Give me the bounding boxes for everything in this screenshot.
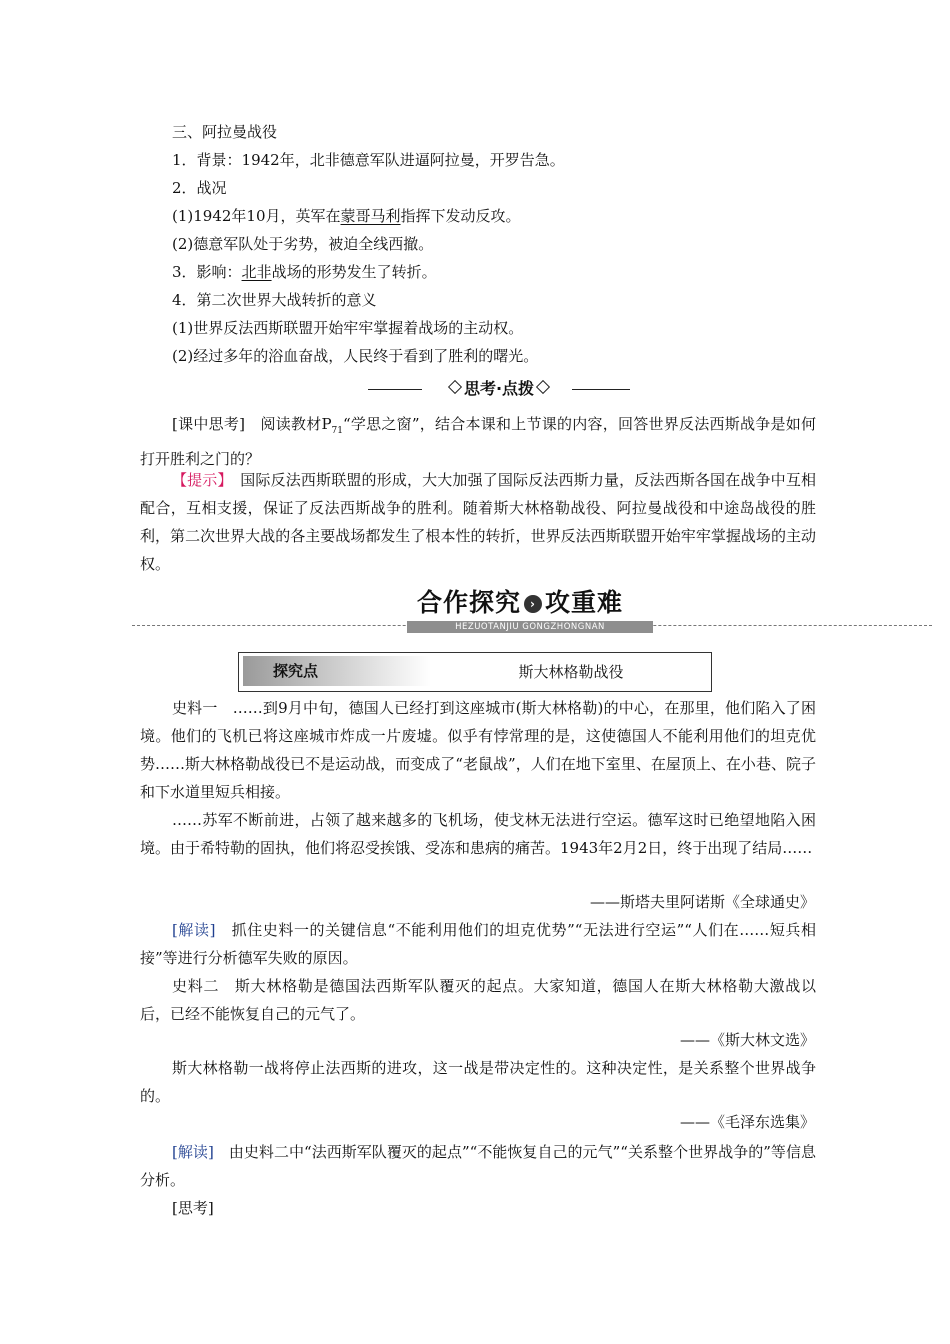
material-label: 史料一 xyxy=(172,699,218,717)
text-fragment: 战场的形势发生了转折。 xyxy=(271,263,437,281)
material-1-para-2: ……苏军不断前进，占领了越来越多的飞机场，使戈林无法进行空运。德军这时已绝望地陷入困境。由于希特勒的固执，他们将忍受挨饿、受冻和患病的痛苦。1943年2月2日，终于出现了结局…… xyxy=(140,811,816,857)
banner-title-right: 攻重难 xyxy=(545,588,624,617)
think-title-text: 思考·点拨 xyxy=(463,379,535,398)
diamond-icon xyxy=(448,380,462,394)
think-section-title xyxy=(368,375,630,403)
material-text: 斯大林格勒是德国法西斯军队覆灭的起点。大家知道，德国人在斯大林格勒大激战以后，已经不能恢复自己的元气了。 xyxy=(140,977,816,1023)
section-banner xyxy=(132,585,932,637)
text-fragment: 3．影响： xyxy=(172,263,242,281)
section-heading: 三、阿拉曼战役 xyxy=(172,123,278,141)
significance-item: 4．第二次世界大战转折的意义 xyxy=(172,291,377,309)
explore-topic: 斯大林格勒战役 xyxy=(518,663,624,681)
hint-label: 【提示】 xyxy=(172,471,226,489)
material-2-para-1 xyxy=(140,972,816,1028)
material-2-para-2: 斯大林格勒一战将停止法西斯的进攻，这一战是带决定性的。这种决定性，是关系整个世界战争的。 xyxy=(140,1059,816,1105)
material-1-para-1 xyxy=(140,694,816,806)
battle-situation-item: 2．战况 xyxy=(172,179,227,197)
material-2-source-1: ——《斯大林文选》 xyxy=(679,1031,815,1049)
situation-sub-2: (2)德意军队处于劣势，被迫全线西撤。 xyxy=(172,235,434,253)
significance-sub-1: (1)世界反法西斯联盟开始牢牢掌握着战场的主动权。 xyxy=(172,319,524,337)
material-2-source-2: ——《毛泽东选集》 xyxy=(679,1113,815,1131)
hint-text: 国际反法西斯联盟的形成，大大加强了国际反法西斯力量，反法西斯各国在战争中互相配合，互相支援，保证了反法西斯战争的胜利。随着斯大林格勒战役、阿拉曼战役和中途岛战役的胜利，第二次世界大战的各主要战场都发生了根本性的转折，世界反法西斯联盟开始牢牢掌握战场的主动权。 xyxy=(140,471,816,573)
underlined-term: 北非 xyxy=(241,263,272,281)
explore-tag-label: 探究点 xyxy=(273,662,319,680)
class-question xyxy=(140,410,816,473)
banner-title xyxy=(417,585,642,621)
diamond-icon xyxy=(536,380,550,394)
question-label: [课中思考] xyxy=(172,415,245,433)
material-label: 史料二 xyxy=(172,977,220,995)
text-fragment: (1)1942年10月，英军在 xyxy=(172,207,341,225)
explore-tag xyxy=(243,656,431,686)
interpret-label: [解读] xyxy=(172,921,216,939)
material-text: ……到9月中旬，德国人已经打到这座城市(斯大林格勒)的中心，在那里，他们陷入了困境。他们的飞机已将这座城市炸成一片废墟。似乎有悖常理的是，这使德国人不能利用他们的坦克优势……斯大林格勒战役已不是运动战，而变成了“老鼠战”，人们在地下室里、在屋顶上、在小巷、院子和下水道里短兵相接。 xyxy=(140,699,816,801)
question-text: 阅读教材P xyxy=(244,415,332,433)
question-text: “学思之窗”，结合本课和上节课的内容，回答世界反法西斯战争是如何打开胜利之门的？ xyxy=(140,415,816,468)
banner-subtitle: HEZUOTANJIU GONGZHONGNAN xyxy=(407,621,653,633)
banner-title-left: 合作探究 xyxy=(417,588,522,617)
think-label: [思考] xyxy=(172,1199,214,1217)
interpret-label: [解读] xyxy=(172,1143,214,1161)
underlined-term: 蒙哥马利 xyxy=(340,207,401,225)
background-item: 1．背景：1942年，北非德意军队进逼阿拉曼，开罗告急。 xyxy=(172,151,565,169)
page-subscript: 71 xyxy=(331,426,343,436)
situation-sub-1 xyxy=(172,202,847,230)
interpret-text: 抓住史料一的关键信息“不能利用他们的坦克优势”“无法进行空运”“人们在……短兵相接”等进行分析德军失败的原因。 xyxy=(140,921,816,967)
significance-sub-2: (2)经过多年的浴血奋战，人民终于看到了胜利的曙光。 xyxy=(172,347,539,365)
interpret-text: 由史料二中“法西斯军队覆灭的起点”“不能恢复自己的元气”“关系整个世界战争的”等信息分析。 xyxy=(140,1143,816,1189)
hint-paragraph xyxy=(140,466,816,578)
material-1-source: ——斯塔夫里阿诺斯《全球通史》 xyxy=(589,893,815,911)
text-fragment: 指挥下发动反攻。 xyxy=(400,207,521,225)
interpretation-1 xyxy=(140,916,816,972)
interpretation-2 xyxy=(140,1138,816,1194)
arrow-right-icon: › xyxy=(524,595,542,613)
explore-point-box xyxy=(238,652,712,692)
impact-item xyxy=(172,258,847,286)
